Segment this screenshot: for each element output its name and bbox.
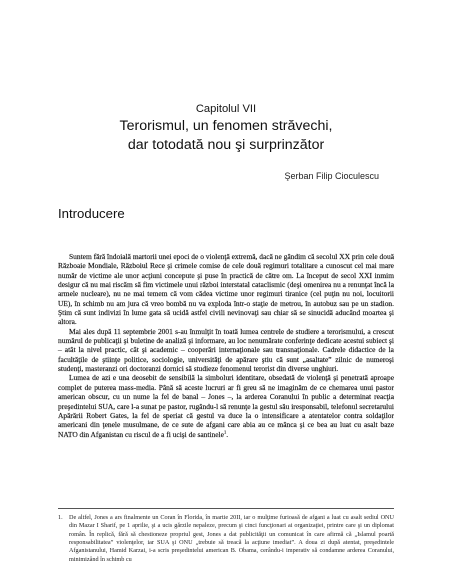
footnote-reference[interactable]: 1: [223, 429, 227, 435]
footnote-divider: [58, 508, 394, 509]
paragraph-1: Suntem fără îndoială martorii unei epoci de o violenţă extremă, dacă ne gândim că secolul XX prin cele două Războaie Mondiale, Războiul Rece şi crimele comise de cele două regimuri totalitare a cunoscut cel mai mare număr de victime ale unor acţiuni concepute şi puse în practică de către om. La început de secol XXI inmim desigur că nu mai riscăm să fim victimele unui război interstatal cataclismic (deşi omenirea nu a renunţat încă la armele nucleare), nu ne mai temem că vom cădea victime unor regimuri tiranice (cel puţin nu noi, locuitorii UE), în schimb nu am jura că vreo bombă nu va exploda într-o staţie de metrou, în autobuz sau pe un stadion. Ştim că sunt indivizi în lume gata să ucidă astfel civili nevinovaţi sau chiar să se sinucidă aducând moartea şi altora.: [58, 252, 394, 327]
chapter-title: [0, 117, 452, 155]
paragraph-2: Mai ales după 11 septembrie 2001 s-au înmulţit în toată lumea centrele de studiere a terorismului, a crescut numărul de publicaţii şi buletine de analiză şi informare, au loc nenumărate conferinţe dedicate acestui subiect şi – atât la nivel practic, cât şi academic – cooperări internaţionale sau transnaţionale. Cadrele didactice de la facultăţile de ştiinţe politice, sociologie, universităţi de apărare ştiu că sunt „asaltate” zilnic de numeroşi studenţi, masteranzi ori doctoranzi dornici să studieze fenomenul terorist din diverse unghiuri.: [58, 326, 394, 374]
paragraph-3-text: Lumea de azi e una deosebit de sensibilă la simboluri identitare, obsedată de violenţă şi penetrată aproape complet de puterea mass-media. Până să aceste lucruri ar fi greu să ne imaginăm de ce chemarea unui pastor american obscur, cu un nume la fel de banal – Jones –, la arderea Coranului în public a determinat reacţia preşedintelui SUA, care l-a sunat pe pastor, rugându-l să renunţe la gestul său iresponsabil, telefonul secretarului Apărării Robert Gates, la fel de speriat că gestul va duce la o intensificare a atentatelor contra soldaţilor americani din ţenele musulmane, de ce sute de afgani care abia au ce mânca şi ce bea au luat cu asalt baze NATO din Afganistan cu riscul de a fi ucişi de santinele: [58, 373, 394, 439]
chapter-title-line-1: Terorismul, un fenomen străvechi,: [119, 118, 333, 134]
chapter-title-line-2: dar totodată nou şi surprinzător: [127, 137, 325, 153]
footnote: [58, 514, 394, 564]
body-text: [58, 252, 394, 439]
paragraph-3: Lumea de azi e una deosebit de sensibilă la simboluri identitare, obsedată de violenţă şi penetrată aproape complet de puterea mass-media. Până să aceste lucruri ar fi greu să ne imaginăm de ce chemarea unui pastor american obscur, cu un nume la fel de banal – Jones –, la arderea Coranului în public a determinat reacţia preşedintelui SUA, care l-a sunat pe pastor, rugându-l să renunţe la gestul său iresponsabil, telefonul secretarului Apărării Robert Gates, la fel de speriat că gestul va duce la o intensificare a atentatelor contra soldaţilor americani din ţenele musulmane, de ce sute de afgani care abia au ce mânca şi ce bea au luat cu asalt baze NATO din Afganistan cu riscul de a fi ucişi de santinele$^1$.: [58, 373, 394, 439]
section-heading: Introducere: [58, 206, 125, 221]
chapter-number: Capitolul VII: [195, 103, 257, 115]
footnote-number: 1.: [58, 514, 63, 521]
author-name: Şerban Filip Cioculescu: [284, 171, 379, 181]
footnote-text: De altfel, Jones a ars finalmente un Coran în Florida, în martie 20II, iar o mulţime furioasă de afgani a luat cu asalt sediul ONU din Mazar I Sharif, pe 1 aprilie, şi a ucis gărzile nepaleze, precum şi cinci funcţionari ai organizaţiei, printre care şi un diplomat român. În replică, fără să chestioneze propriul gest, Jones a dat publicităţii un comunicat în care afirmă că „Islamul poartă responsabilitatea” violenţelor, iar SUA şi ONU „trebuie să treacă la acţiune imediat”. A doua zi după atentat, preşedintele Afganistanului, Hamid Karzai, i-a scris preşedintelui american B. Obama, cerându-i imperativ să condamne arderea Coranului, minimizând în schimb cu: [69, 514, 394, 563]
